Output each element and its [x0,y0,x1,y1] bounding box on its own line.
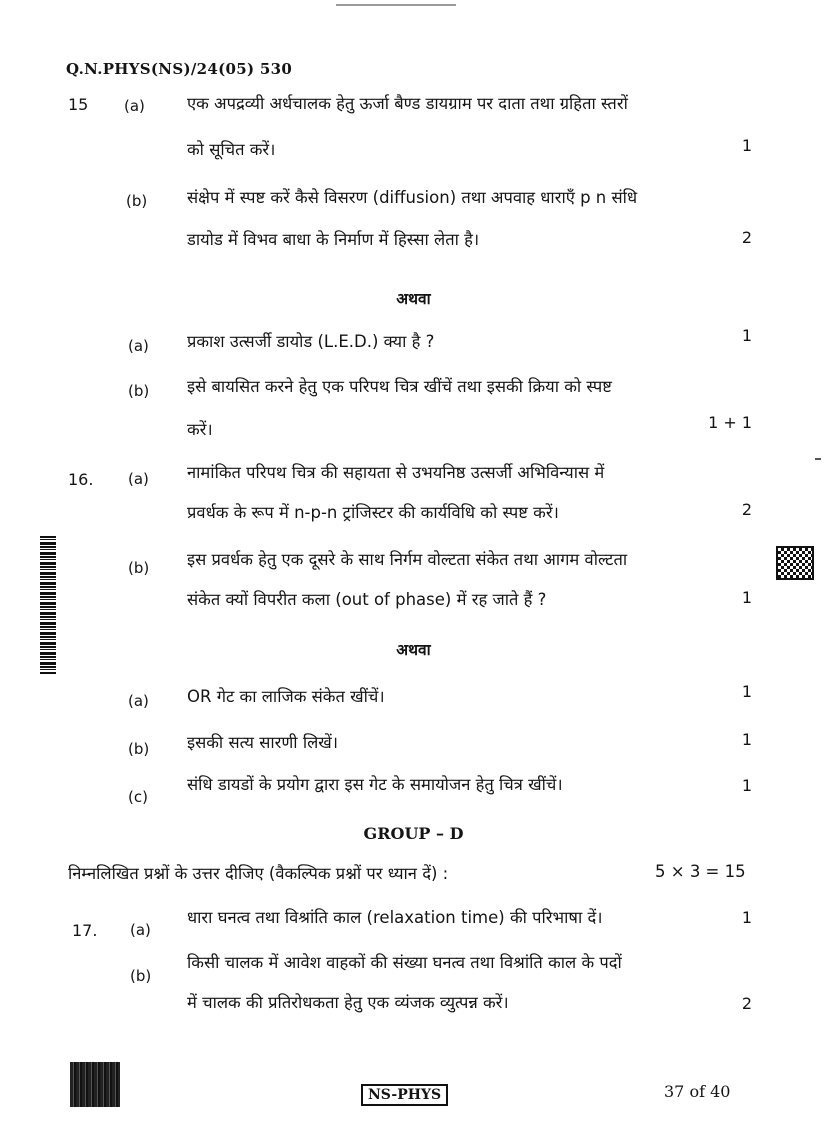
marks: 2 [741,500,752,519]
question-text: नामांकित परिपथ चित्र की सहायता से उभयनिष्ठ उत्सर्जी अभिविन्यास में [187,463,605,482]
marks: 1 [741,776,752,795]
question-text: संधि डायडों के प्रयोग द्वारा इस गेट के समायोजन हेतु चित्र खींचें। [187,775,563,794]
subpart-label: (b) [126,192,148,210]
margin-mark [815,458,821,460]
barcode [40,536,56,674]
top-rule [336,4,456,6]
question-text: संक्षेप में स्पष्ट करें कैसे विसरण (diffusion) तथा अपवाह धाराएँ p n संधि [187,188,638,207]
question-text: में चालक की प्रतिरोधकता हेतु एक व्यंजक व्युत्पन्न करें। [187,993,509,1012]
question-text: OR गेट का लाजिक संकेत खींचें। [187,687,385,706]
group-instruction: निम्नलिखित प्रश्नों के उत्तर दीजिए (वैकल्पिक प्रश्नों पर ध्यान दें) : [68,864,449,883]
subpart-label: (b) [130,967,152,985]
question-text: इसे बायसित करने हेतु एक परिपथ चित्र खींचें तथा इसकी क्रिया को स्पष्ट [187,377,612,396]
marks: 2 [741,228,752,247]
or-separator: अथवा [396,290,431,308]
subpart-label: (a) [128,337,149,355]
question-text: करें। [187,420,213,439]
marks: 1 [741,326,752,345]
marks: 2 [741,994,752,1013]
question-text: एक अपद्रव्यी अर्धचालक हेतु ऊर्जा बैण्ड डायग्राम पर दाता तथा ग्रहिता स्तरों [187,94,628,113]
question-text: किसी चालक में आवेश वाहकों की संख्या घनत्व तथा विश्रांति काल के पदों [187,953,622,972]
subpart-label: (b) [128,559,150,577]
question-text: धारा घनत्व तथा विश्रांति काल (relaxation time) की परिभाषा दें। [187,908,603,927]
footer-code: NS-PHYS [361,1084,448,1106]
subpart-label: (a) [128,470,149,488]
question-text: प्रवर्धक के रूप में n-p-n ट्रांजिस्टर की कार्यविधि को स्पष्ट करें। [187,503,559,522]
subpart-label: (a) [124,97,145,115]
question-number: 16. [68,470,94,489]
marks: 1 + 1 [708,413,752,432]
question-number: 17. [72,921,98,940]
page-number: 37 of 40 [664,1082,731,1101]
scan-mark [70,1062,120,1107]
question-text: इस प्रवर्धक हेतु एक दूसरे के साथ निर्गम वोल्टता संकेत तथा आगम वोल्टता [187,550,628,569]
or-separator: अथवा [396,641,431,659]
marks: 1 [741,136,752,155]
marks: 1 [741,682,752,701]
question-text: इसकी सत्य सारणी लिखें। [187,733,339,752]
subpart-label: (b) [128,382,150,400]
question-text: डायोड में विभव बाधा के निर्माण में हिस्सा लेता है। [187,230,480,249]
group-total-marks: 5 × 3 = 15 [655,862,746,881]
group-title: GROUP – D [363,824,464,843]
subpart-label: (a) [128,692,149,710]
question-text: प्रकाश उत्सर्जी डायोड (L.E.D.) क्या है ? [187,332,435,351]
question-text: को सूचित करें। [187,140,276,159]
question-text: संकेत क्यों विपरीत कला (out of phase) में रह जाते हैं ? [187,590,547,609]
paper-code: Q.N.PHYS(NS)/24(05) 530 [66,60,293,78]
subpart-label: (a) [130,921,151,939]
marks: 1 [741,908,752,927]
marks: 1 [741,730,752,749]
subpart-label: (c) [128,788,148,806]
marks: 1 [741,588,752,607]
question-number: 15 [68,95,89,114]
qr-code [776,546,814,580]
subpart-label: (b) [128,740,150,758]
